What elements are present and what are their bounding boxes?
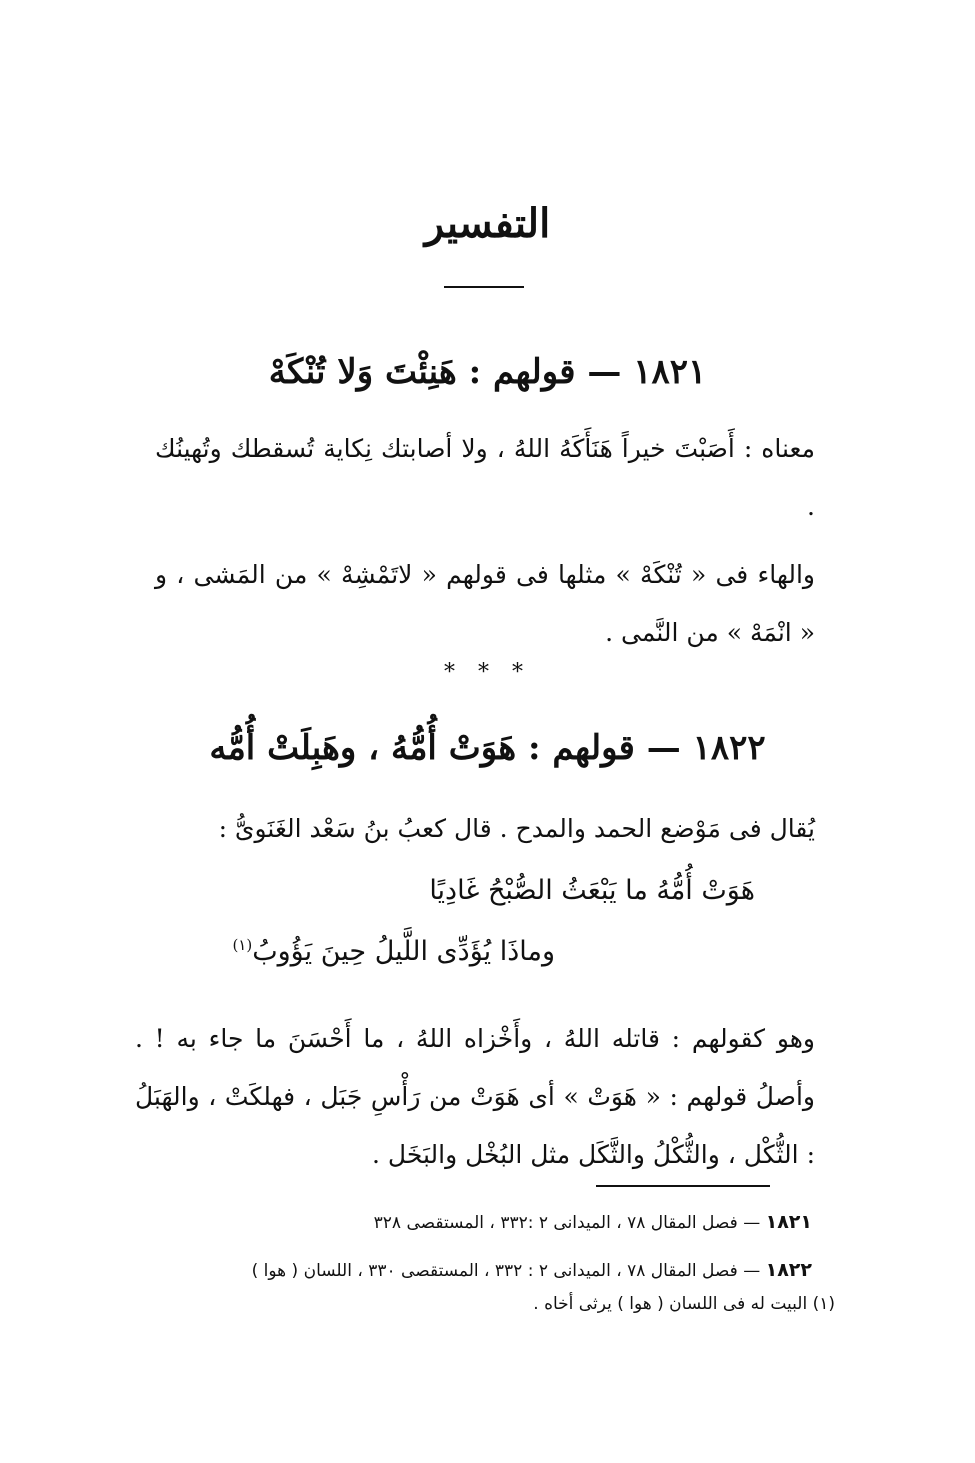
entry-1822-heading: ١٨٢٢ — قولهم : هَوَتْ أُمُّهُ ، وهَبِلَتْ أُمُّه [209,728,766,768]
footnote-1822 [152,1256,812,1285]
footnote-rule [596,1185,770,1187]
verse-line-2-text: وماذَا يُؤَدِّى اللَّيلُ حِينَ يَؤُوبُ [252,936,555,967]
footnote-verse-note: (١) البيت له فى اللسان ( هوا ) يرثى أخاه . [533,1294,835,1314]
verse-line-1: هَوَتْ أُمُّهُ ما يَبْعَثُ الصُّبْحُ غَادِيًا [429,875,755,906]
footnote-1821-number: ١٨٢١ [765,1211,812,1233]
section-separator: * * * [444,660,531,685]
verse-line-2 [232,936,555,967]
page-title: التفسير [424,200,551,247]
title-underline [444,286,524,288]
entry-1821-heading: ١٨٢١ — قولهم : هَنِئْتَ وَلا تُنْكَهْ [268,352,707,392]
footnote-1822-number: ١٨٢٢ [765,1259,812,1281]
footnote-1821-text: — فصل المقال ٧٨ ، الميدانى ٢ :٣٣٢ ، المستقصى ٣٢٨ [373,1213,761,1233]
footnote-1822-text: — فصل المقال ٧٨ ، الميدانى ٢ : ٣٣٢ ، المستقصى ٣٣٠ ، اللسان ( هوا ) [251,1261,761,1281]
entry-1821-meaning: معناه : أَصَبْتَ خيراً هَنَأَكَهُ اللهُ ، ولا أصابتك نِكاية تُسقطك وتُهينُك . [155,434,815,521]
entry-1821-note: والهاء فى « تُنْكَهْ » مثلها فى قولهم « لاتَمْشِهْ » من المَشى ، و « انْمَهْ » من النَّمى . [155,560,815,647]
entry-1822-intro: يُقال فى مَوْضع الحمد والمدح . قال كعبُ بنُ سَعْد الغَنَوىُّ : [218,814,815,843]
footnote-1821 [152,1208,812,1237]
footnote-marker: (١) [232,936,253,954]
entry-1822-explanation: وهو كقولهم : قاتله اللهُ ، وأَخْزاه اللهُ ، ما أَحْسَنَ ما جاء به ! . وأصلُ قولهم : « هَوَتْ » أى هَوَتْ من رَأْسِ جَبَل ، فهلكَتْ ، والهَبَلُ : الثُّكْل ، والثُّكْلُ والثَّكَل مثل البُخْل والبَخَل . [135,1024,815,1169]
